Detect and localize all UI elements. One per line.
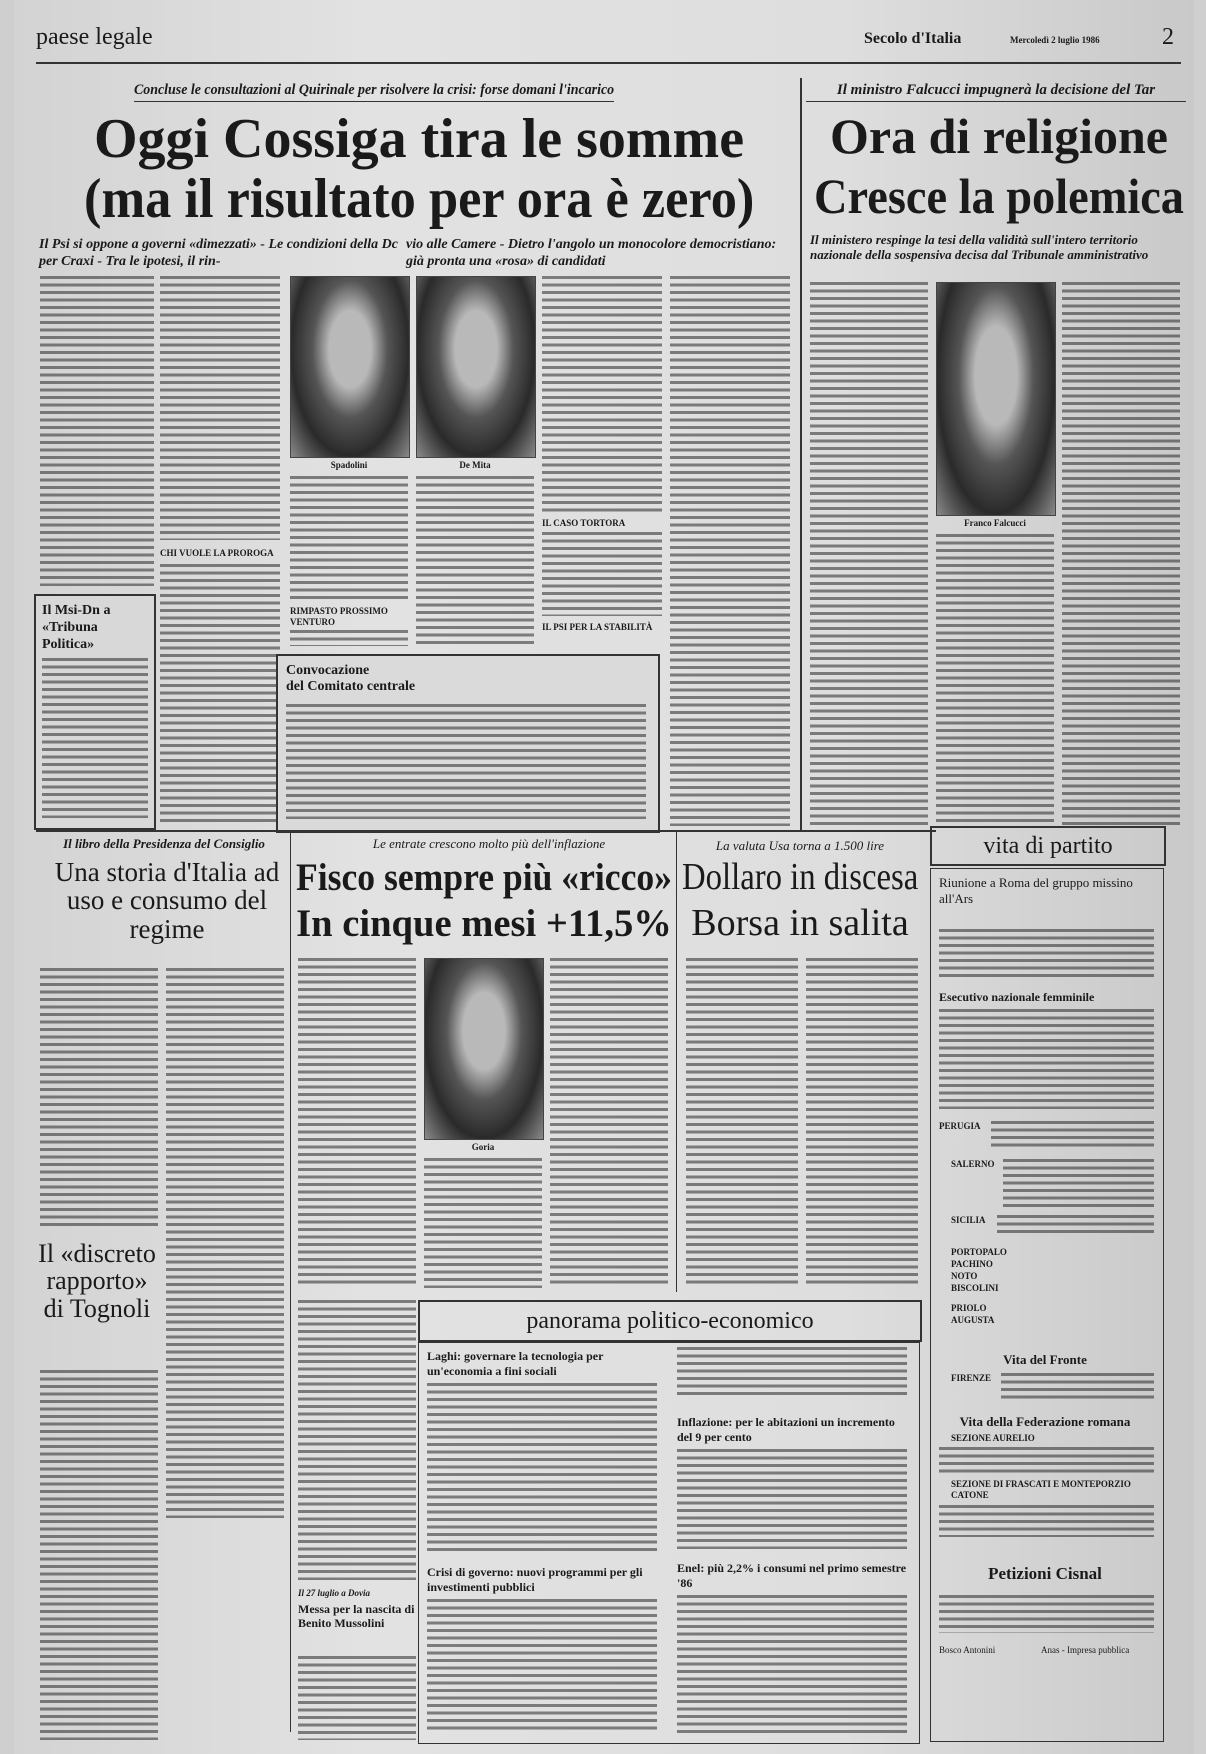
panorama-title: panorama politico-economico bbox=[418, 1300, 922, 1342]
fisco-column-4 bbox=[298, 1300, 416, 1580]
photo-caption: Goria bbox=[471, 1142, 495, 1152]
lead-column-3b bbox=[290, 630, 408, 646]
vita-section-body bbox=[939, 1595, 1154, 1633]
vita-section-body bbox=[1003, 1159, 1154, 1209]
crosshead: IL PSI PER LA STABILITÀ bbox=[542, 622, 653, 632]
panorama-item-title: Inflazione: per le abitazioni un incremento del 9 per cento bbox=[677, 1415, 895, 1444]
box-title: Il Msi-Dn a «Tribuna Politica» bbox=[42, 603, 111, 652]
column-divider bbox=[676, 832, 677, 1292]
lead-subhead-1: Il Psi si oppone a governi «dimezzati» - Le condizioni della Dc per Craxi - Tra le ipotesi, il rin- bbox=[39, 237, 398, 269]
religione-headline-line2: Cresce la polemica bbox=[814, 168, 1184, 224]
tognoli-column bbox=[40, 1370, 158, 1740]
issue-date: Mercoledì 2 luglio 1986 bbox=[1010, 35, 1100, 45]
box-body bbox=[42, 658, 148, 818]
lead-column-2 bbox=[160, 276, 280, 540]
fisco-kicker: Le entrate crescono molto più dell'inflazione bbox=[372, 836, 606, 851]
footer-text: Anas - Impresa pubblica bbox=[1041, 1645, 1130, 1655]
place-label: PORTOPALO bbox=[951, 1247, 1007, 1257]
fisco-headline-line2: In cinque mesi +11,5% bbox=[296, 902, 672, 945]
photo-goria bbox=[424, 958, 544, 1140]
section-title: paese legale bbox=[36, 24, 153, 50]
photo-caption: Spadolini bbox=[330, 460, 368, 470]
vita-section-title: Petizioni Cisnal bbox=[988, 1564, 1102, 1583]
photo-caption: Franco Falcucci bbox=[964, 518, 1026, 528]
vita-section-title: Vita del Fronte bbox=[1003, 1352, 1087, 1367]
footer-text: Bosco Antonini bbox=[939, 1645, 996, 1655]
box-comitato-centrale bbox=[276, 654, 660, 833]
place-label: SALERNO bbox=[951, 1159, 995, 1169]
lead-column-4 bbox=[416, 476, 534, 646]
fisco-column-2 bbox=[424, 1158, 542, 1288]
crosshead: IL CASO TORTORA bbox=[542, 518, 626, 528]
box-title: Convocazione bbox=[286, 663, 370, 678]
panorama-item-title: Crisi di governo: nuovi programmi per gli investimenti pubblici bbox=[427, 1565, 643, 1594]
paper-name: Secolo d'Italia bbox=[864, 30, 962, 47]
box-title: del Comitato centrale bbox=[286, 679, 416, 694]
religione-subhead: Il ministero respinge la tesi della validità sull'intero territorio nazionale della sospensiva decisa dal Tribunale amministrativo bbox=[810, 232, 1149, 262]
vita-section-body bbox=[939, 1447, 1154, 1475]
header-rule bbox=[36, 62, 1181, 64]
panorama-item-body bbox=[677, 1449, 907, 1549]
column-divider bbox=[290, 832, 291, 1732]
lead-kicker: Concluse le consultazioni al Quirinale per risolvere la crisi: forse domani l'incarico bbox=[134, 82, 614, 102]
fisco-headline-line1: Fisco sempre più «ricco» bbox=[296, 856, 672, 899]
vita-section-body bbox=[991, 1121, 1154, 1151]
religione-column-3 bbox=[1062, 282, 1180, 826]
panorama-item-body bbox=[427, 1599, 657, 1734]
page-number: 2 bbox=[1162, 24, 1174, 50]
vita-section-title: Esecutivo nazionale femminile bbox=[939, 990, 1095, 1004]
photo-spadolini bbox=[290, 276, 410, 458]
photo-falcucci bbox=[936, 282, 1056, 516]
lead-column-3 bbox=[290, 476, 408, 600]
lead-headline-line2: (ma il risultato per ora è zero) bbox=[84, 168, 755, 230]
place-label: NOTO bbox=[951, 1271, 978, 1281]
lead-column-5 bbox=[542, 276, 662, 512]
place-label: PRIOLO bbox=[951, 1303, 987, 1313]
panorama-item-body bbox=[677, 1595, 907, 1735]
vita-section-title: Vita della Federazione romana bbox=[959, 1414, 1131, 1429]
vita-partito-box bbox=[930, 868, 1164, 1742]
storia-column-1 bbox=[40, 968, 158, 1228]
vita-partito-title: vita di partito bbox=[930, 826, 1166, 866]
place-label: FIRENZE bbox=[951, 1373, 992, 1383]
religione-column-1 bbox=[810, 282, 928, 826]
place-label: AUGUSTA bbox=[951, 1315, 995, 1325]
fisco-column-1 bbox=[298, 958, 416, 1288]
storia-column-2 bbox=[166, 968, 284, 1518]
religione-kicker: Il ministro Falcucci impugnerà la decisione del Tar bbox=[806, 82, 1186, 102]
vita-section-body bbox=[1001, 1373, 1154, 1403]
lead-column-5b bbox=[542, 532, 662, 616]
panorama-item-body bbox=[677, 1347, 907, 1397]
vita-section-body bbox=[997, 1215, 1154, 1235]
dollaro-column-2 bbox=[806, 958, 918, 1288]
place-label: SEZIONE AURELIO bbox=[951, 1433, 1035, 1443]
place-label: SEZIONE DI FRASCATI E MONTEPORZIO CATONE bbox=[951, 1479, 1131, 1500]
dollaro-kicker: La valuta Usa torna a 1.500 lire bbox=[715, 838, 885, 853]
box-tribuna-politica bbox=[34, 594, 156, 830]
panorama-box bbox=[418, 1342, 920, 1744]
crosshead: RIMPASTO PROSSIMO VENTURO bbox=[290, 606, 388, 627]
box-body bbox=[286, 704, 646, 819]
mussolini-headline: Messa per la nascita di Benito Mussolini bbox=[298, 1602, 415, 1630]
dollaro-column-1 bbox=[686, 958, 798, 1288]
vita-section-body bbox=[939, 1009, 1154, 1109]
vita-section-body bbox=[939, 1505, 1154, 1537]
photo-caption: De Mita bbox=[459, 460, 491, 470]
tognoli-headline: Il «discreto rapporto» di Tognoli bbox=[38, 1239, 156, 1323]
storia-headline: Una storia d'Italia ad uso e consumo del regime bbox=[54, 857, 280, 944]
newspaper-page bbox=[14, 0, 1194, 1754]
lead-column-1 bbox=[40, 276, 154, 586]
mussolini-kicker: Il 27 luglio a Dovia bbox=[298, 1588, 371, 1598]
crosshead: CHI VUOLE LA PROROGA bbox=[160, 548, 274, 558]
column-divider bbox=[800, 78, 802, 830]
dollaro-headline-line2: Borsa in salita bbox=[691, 902, 909, 944]
panorama-item-body bbox=[427, 1383, 657, 1553]
place-label: SICILIA bbox=[951, 1215, 986, 1225]
fisco-column-3 bbox=[550, 958, 668, 1288]
religione-column-2 bbox=[936, 534, 1054, 826]
section-rule bbox=[36, 830, 936, 832]
photo-de-mita bbox=[416, 276, 536, 458]
dollaro-headline-line1: Dollaro in discesa bbox=[682, 856, 919, 898]
place-label: PERUGIA bbox=[939, 1121, 981, 1131]
lead-headline-line1: Oggi Cossiga tira le somme bbox=[93, 108, 745, 170]
lead-column-2b bbox=[160, 564, 280, 826]
vita-section-title: Riunione a Roma del gruppo missino all'Ars bbox=[939, 875, 1133, 906]
lead-subhead-2: vio alle Camere - Dietro l'angolo un monocolore democristiano: già pronta una «rosa» di candidati bbox=[406, 237, 777, 269]
place-label: PACHINO bbox=[951, 1259, 993, 1269]
religione-headline-line1: Ora di religione bbox=[830, 108, 1168, 164]
panorama-item-title: Laghi: governare la tecnologia per un'economia a fini sociali bbox=[427, 1349, 604, 1378]
storia-kicker: Il libro della Presidenza del Consiglio bbox=[63, 836, 265, 851]
panorama-item-title: Enel: più 2,2% i consumi nel primo semestre '86 bbox=[677, 1561, 907, 1590]
lead-column-6 bbox=[670, 276, 790, 826]
mussolini-column bbox=[298, 1656, 416, 1740]
place-label: BISCOLINI bbox=[951, 1283, 999, 1293]
vita-section-body bbox=[939, 929, 1154, 981]
